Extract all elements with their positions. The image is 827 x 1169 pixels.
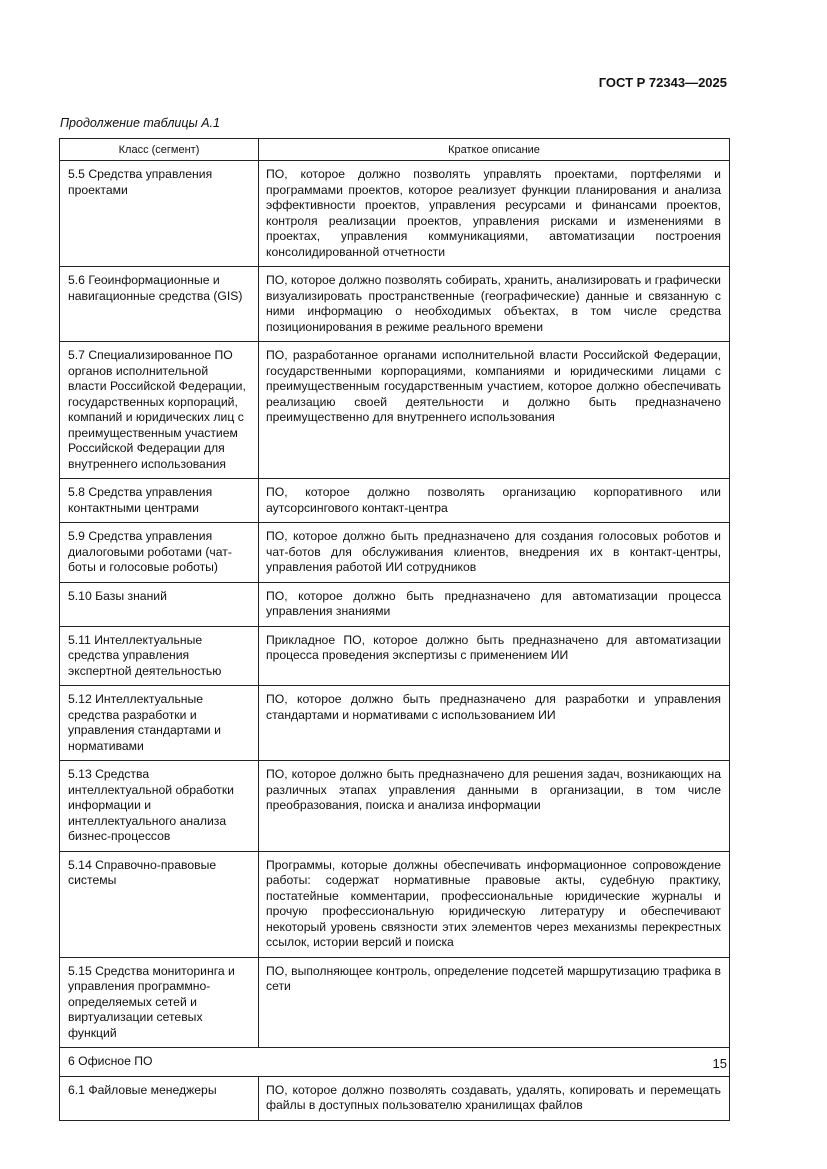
classification-table <box>59 138 730 1121</box>
class-cell: 5.6 Геоинформационные и навигационные средства (GIS) <box>60 267 259 342</box>
description-cell: ПО, которое должно позволять собирать, хранить, анализировать и графически визуализировать пространственные (географические) данные и связанную с ними информацию о необходимых объектах, в том числе средства позиционирования в режиме реального времени <box>259 267 730 342</box>
table-row <box>60 582 730 626</box>
table-row <box>60 626 730 686</box>
table-caption: Продолжение таблицы А.1 <box>60 116 220 130</box>
description-cell: ПО, которое должно быть предназначено для разработки и управления стандартами и нормативами с использованием ИИ <box>259 686 730 761</box>
column-header-class: Класс (сегмент) <box>60 139 259 161</box>
class-cell: 5.8 Средства управления контактными центрами <box>60 479 259 523</box>
table-row <box>60 851 730 957</box>
table-row <box>60 686 730 761</box>
document-code: ГОСТ Р 72343—2025 <box>598 75 727 90</box>
description-cell: ПО, которое должно быть предназначено для решения задач, возникающих на различных этапах управления данными в организации, в том числе преобразования, поиска и анализа информации <box>259 761 730 852</box>
class-cell: 5.13 Средства интеллектуальной обработки информации и интеллектуального анализа бизнес-процессов <box>60 761 259 852</box>
description-cell: ПО, которое должно позволять организацию корпоративного или аутсорсингового контакт-центра <box>259 479 730 523</box>
table-row <box>60 957 730 1048</box>
class-cell: 5.9 Средства управления диалоговыми роботами (чат-боты и голосовые роботы) <box>60 523 259 583</box>
description-cell: ПО, выполняющее контроль, определение подсетей маршрутизацию трафика в сети <box>259 957 730 1048</box>
class-cell: 5.12 Интеллектуальные средства разработки и управления стандартами и нормативами <box>60 686 259 761</box>
description-cell: ПО, которое должно быть предназначено для автоматизации процесса управления знаниями <box>259 582 730 626</box>
description-cell: ПО, которое должно позволять создавать, удалять, копировать и перемещать файлы в доступных пользователю хранилищах файлов <box>259 1076 730 1120</box>
class-cell: 5.5 Средства управления проектами <box>60 161 259 267</box>
table-row <box>60 267 730 342</box>
description-cell: ПО, которое должно позволять управлять проектами, портфелями и программами проектов, которое реализует функции планирования и анализа эффективности проектов, управления ресурсами и финансами проектов, контроля реализации проектов, управления рисками и изменениями в проектах, управления коммуникациями, автоматизации построения консолидированной отчетности <box>259 161 730 267</box>
description-cell: Прикладное ПО, которое должно быть предназначено для автоматизации процесса проведения экспертизы с применением ИИ <box>259 626 730 686</box>
column-header-description: Краткое описание <box>259 139 730 161</box>
table-header-row <box>60 139 730 161</box>
class-cell: 5.7 Специализированное ПО органов исполнительной власти Российской Федерации, государственных корпораций, компаний и юридических лиц с преимущественным участием Российской Федерации для внутреннего использования <box>60 342 259 479</box>
table-row <box>60 161 730 267</box>
table-row <box>60 479 730 523</box>
class-cell: 5.11 Интеллектуальные средства управления экспертной деятельностью <box>60 626 259 686</box>
class-cell: 5.15 Средства мониторинга и управления программно-определяемых сетей и виртуализации сетевых функций <box>60 957 259 1048</box>
table-row <box>60 523 730 583</box>
page-number: 15 <box>712 1056 727 1071</box>
section-heading-cell: 6 Офисное ПО <box>60 1048 730 1077</box>
description-cell: Программы, которые должны обеспечивать информационное сопровождение работы: содержат нормативные правовые акты, судебную практику, постатейные комментарии, профессиональные юридические журналы и прочую профессиональную юридическую литературу и обеспечивают некоторый уровень связности этих элементов через механизмы перекрестных ссылок, истории версий и поиска <box>259 851 730 957</box>
class-cell: 6.1 Файловые менеджеры <box>60 1076 259 1120</box>
class-cell: 5.14 Справочно-правовые системы <box>60 851 259 957</box>
class-cell: 5.10 Базы знаний <box>60 582 259 626</box>
section-row <box>60 1048 730 1077</box>
description-cell: ПО, разработанное органами исполнительной власти Российской Федерации, государственными корпорациями, компаниями и юридическими лицами с преимущественным государственным участием, которое должно обеспечивать реализацию своей деятельности и должно быть предназначено преимущественно для внутреннего использования <box>259 342 730 479</box>
table-row <box>60 761 730 852</box>
table-row <box>60 1076 730 1120</box>
description-cell: ПО, которое должно быть предназначено для создания голосовых роботов и чат-ботов для обслуживания клиентов, внедрения их в контакт-центры, управления работой ИИ сотрудников <box>259 523 730 583</box>
table-row <box>60 342 730 479</box>
